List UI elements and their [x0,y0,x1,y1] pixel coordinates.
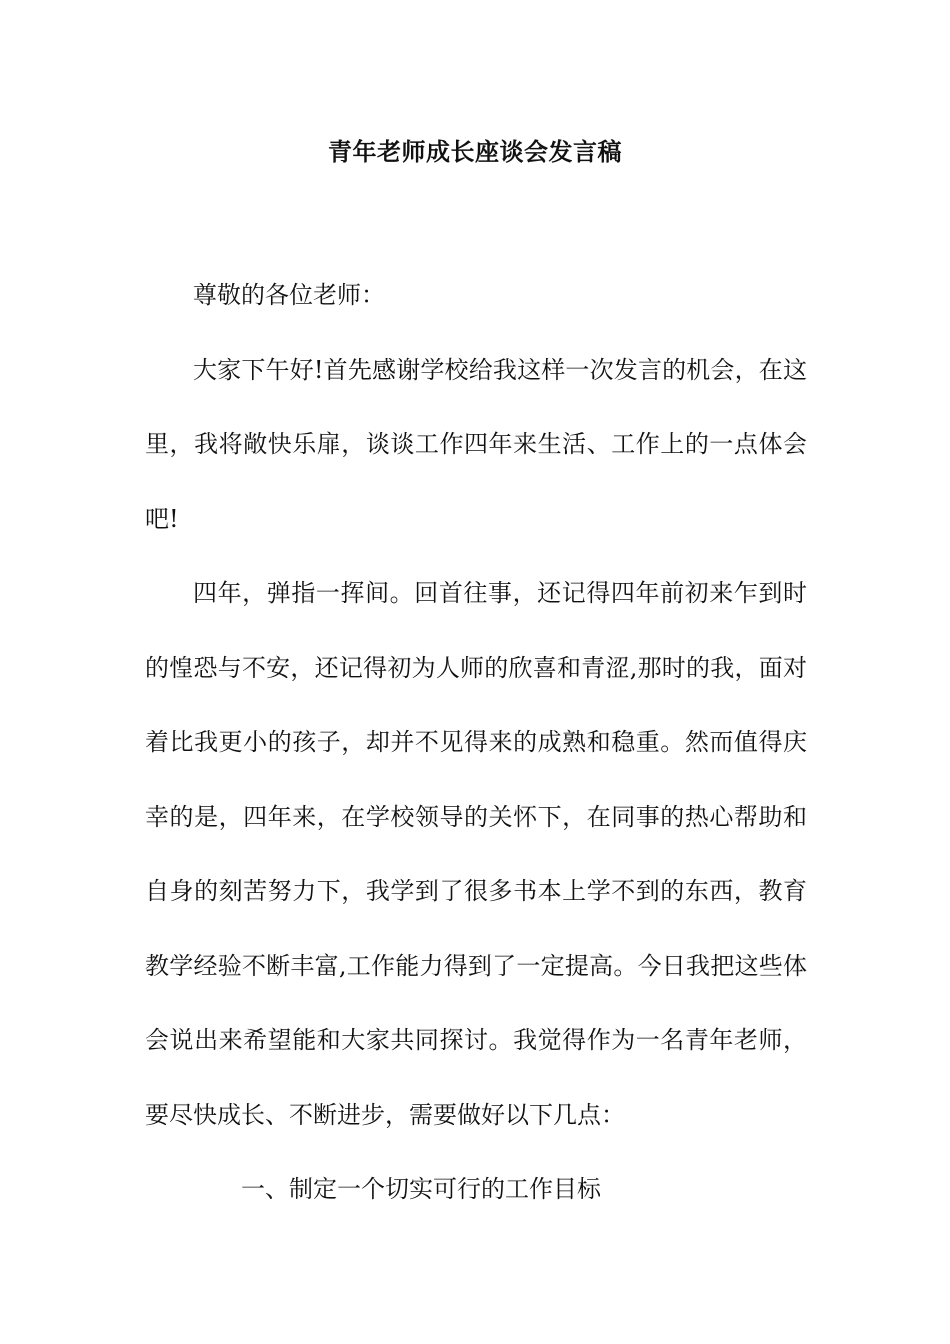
paragraph: 四年，弹指一挥间。回首往事，还记得四年前初来乍到时的惶恐与不安，还记得初为人师的欣喜和青涩,那时的我，面对着比我更小的孩子，却并不见得来的成熟和稳重。然而值得庆幸的是，四年来，在学校领导的关怀下，在同事的热心帮助和自身的刻苦努力下，我学到了很多书本上学不到的东西，教育教学经验不断丰富,工作能力得到了一定提高。今日我把这些体会说出来希望能和大家共同探讨。我觉得作为一名青年老师，要尽快成长、不断进步，需要做好以下几点： [145,579,807,1129]
document-body [145,258,807,1227]
section-heading: 一、制定一个切实可行的工作目标 [241,1175,601,1203]
paragraph: 大家下午好!首先感谢学校给我这样一次发言的机会，在这里，我将敞快乐扉，谈谈工作四年来生活、工作上的一点体会吧! [145,355,807,533]
document-title: 青年老师成长座谈会发言稿 [328,137,622,166]
salutation: 尊敬的各位老师： [193,281,385,309]
